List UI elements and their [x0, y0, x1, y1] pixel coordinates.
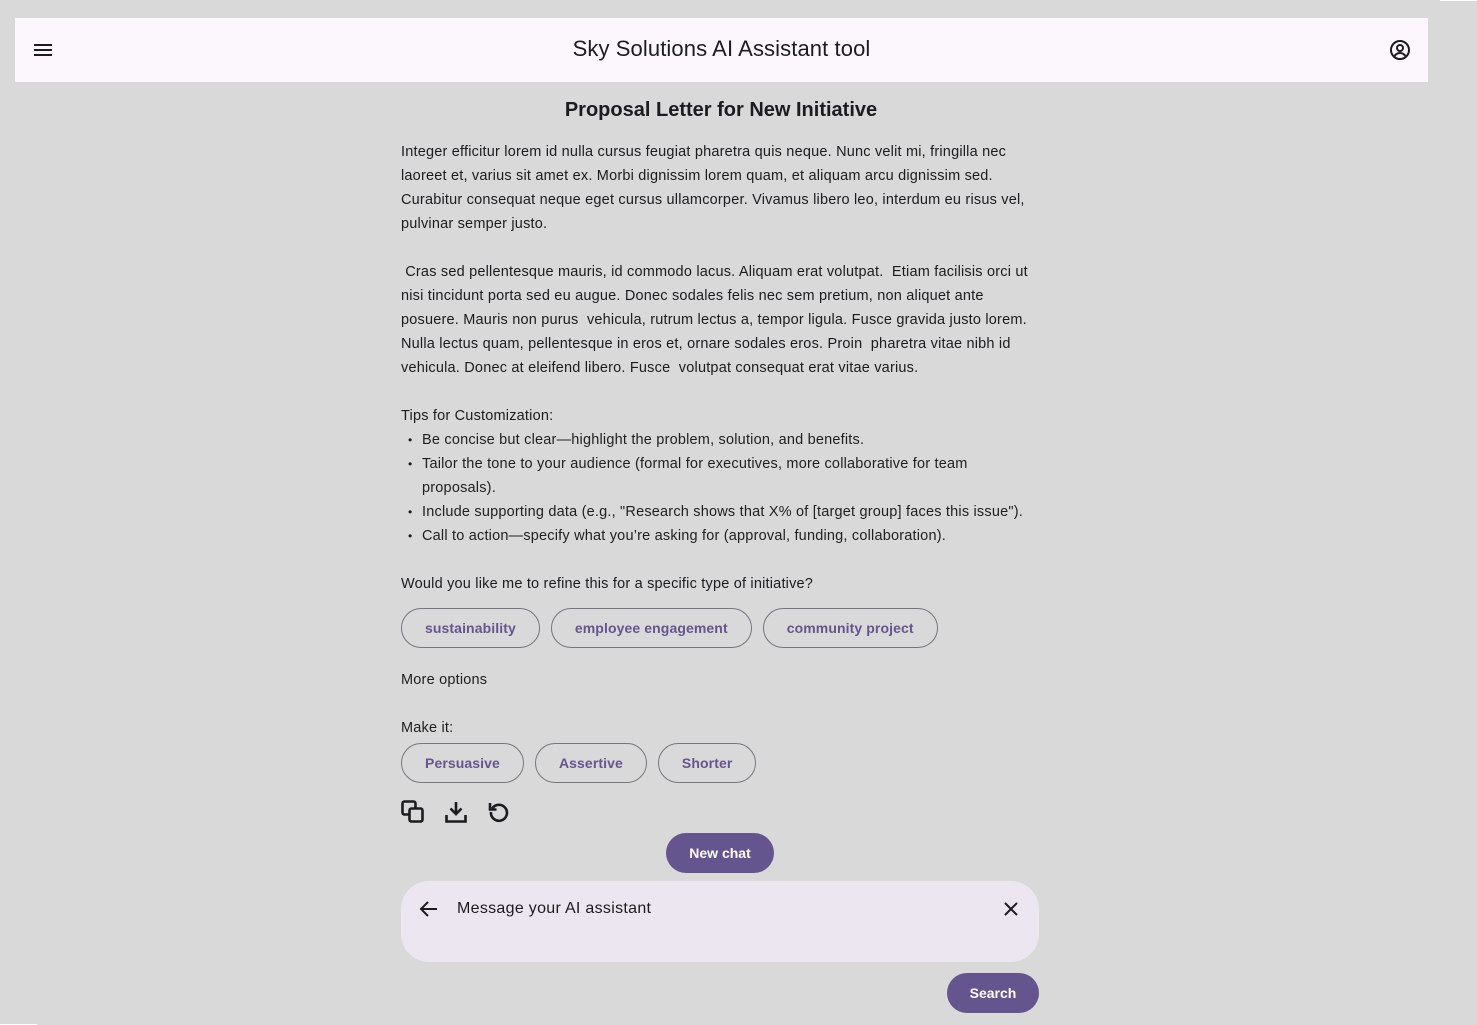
document-title: Proposal Letter for New Initiative	[564, 99, 878, 121]
close-icon[interactable]	[999, 897, 1023, 921]
chip-shorter[interactable]: Shorter	[658, 743, 757, 783]
chip-sustainability[interactable]: sustainability	[401, 608, 540, 648]
account-circle-icon[interactable]	[1388, 38, 1412, 62]
paragraph: Cras sed pellentesque mauris, id commodo lacus. Aliquam erat volutpat. Etiam facilisis orci ut nisi tincidunt porta sed eu augue. Donec sodales felis nec sem pretium, non aliquet ante posuere. Mauris non purus vehicula, rutrum lectus a, tempor ligula. Fusce gravida justo lorem. Nulla lectus quam, pellentesque in eros et, ornare sodales eros. Proin pharetra vitae nibh id vehicula. Donec at eleifend libero. Fusce volutpat consequat erat vitae varius.	[401, 264, 1033, 376]
edge-strip	[1440, 0, 1477, 1]
chip-assertive[interactable]: Assertive	[535, 743, 647, 783]
follow-up-question: Would you like me to refine this for a specific type of initiative?	[401, 576, 814, 592]
list-item: • Call to action—specify what you’re asking for (approval, funding, collaboration).	[401, 524, 1041, 548]
make-it-chips	[401, 743, 1041, 783]
tips-heading: Tips for Customization:	[401, 408, 554, 424]
search-button[interactable]: Search	[947, 973, 1039, 1013]
response-content	[401, 95, 1041, 825]
new-chat-button[interactable]: New chat	[666, 833, 774, 873]
arrow-back-icon[interactable]	[417, 897, 441, 921]
chip-employee-engagement[interactable]: employee engagement	[551, 608, 752, 648]
top-app-bar	[15, 18, 1428, 82]
regenerate-icon[interactable]	[487, 800, 511, 824]
list-item: • Be concise but clear—highlight the problem, solution, and benefits.	[401, 428, 1041, 452]
more-options-link[interactable]: More options	[401, 672, 488, 688]
message-search-bar	[401, 881, 1039, 962]
paragraph: Integer efficitur lorem id nulla cursus feugiat pharetra quis neque. Nunc velit mi, fringilla nec laoreet et, varius sit amet ex. Morbi dignissim lorem quam, et aliquam arcu dignissim sed. Curabitur consequat neque eget cursus ullamcorper. Vivamus libero leo, interdum eu risus vel, pulvinar semper justo.	[401, 144, 1025, 232]
list-item: • Tailor the tone to your audience (formal for executives, more collaborative for team proposals).	[401, 452, 1041, 500]
tips-list	[401, 428, 1041, 548]
copy-icon[interactable]	[401, 800, 425, 824]
suggestion-chips	[401, 608, 1041, 648]
message-input[interactable]	[457, 896, 977, 922]
app-title: Sky Solutions AI Assistant tool	[572, 36, 871, 61]
chip-persuasive[interactable]: Persuasive	[401, 743, 524, 783]
make-it-label: Make it:	[401, 720, 454, 736]
chip-community-project[interactable]: community project	[763, 608, 938, 648]
list-item: • Include supporting data (e.g., "Research shows that X% of [target group] faces this issue").	[401, 500, 1041, 524]
download-icon[interactable]	[444, 800, 468, 824]
response-actions	[401, 799, 1041, 825]
